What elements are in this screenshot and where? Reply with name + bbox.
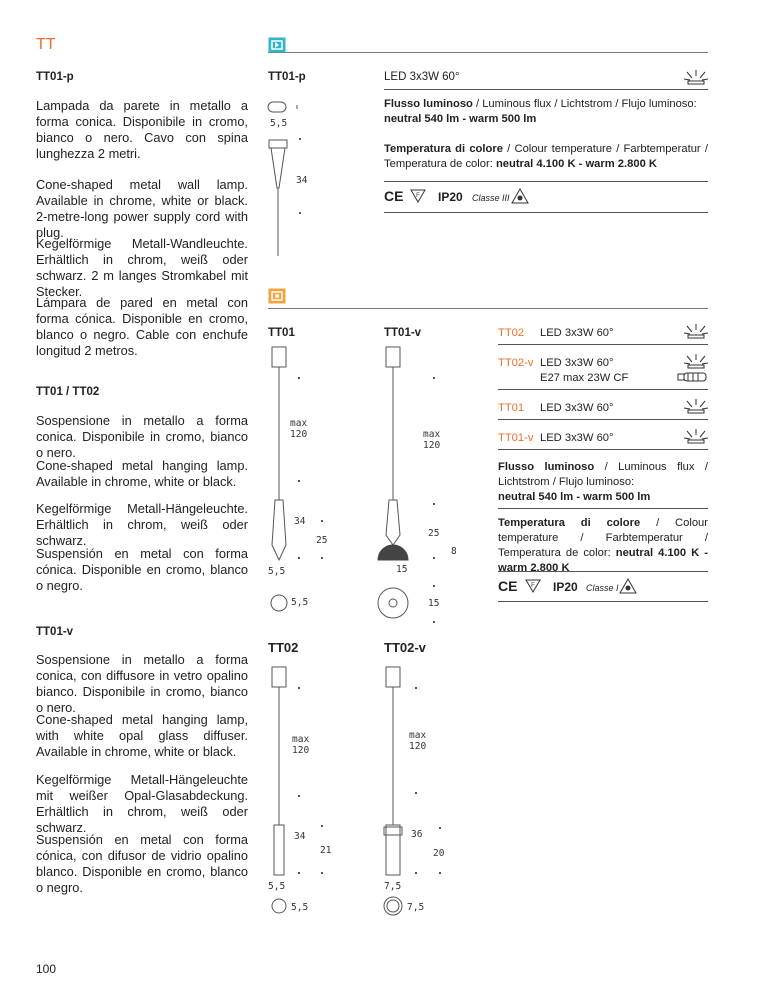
- wall-dim-height: 34: [296, 175, 308, 186]
- led-beam-icon: [684, 324, 708, 340]
- spec-row-tt02v-led: LED 3x3W 60°: [540, 357, 614, 369]
- tt01-col-label: TT01: [268, 327, 295, 339]
- tt02-dim-h: 34: [294, 831, 306, 842]
- spec-row-tt01v-led: LED 3x3W 60°: [540, 432, 614, 444]
- tt02v-dim-maxval: 120: [409, 741, 427, 752]
- spec-row-tt02-led: LED 3x3W 60°: [540, 327, 614, 339]
- hanging-ip-rating: IP20: [553, 580, 578, 594]
- spec-row-tt01v-model: TT01-v: [498, 432, 534, 444]
- tt02v-dim-h: 36: [411, 829, 423, 840]
- spec-rule-7: [498, 601, 708, 602]
- tt02-dim-w: 5,5: [268, 881, 286, 892]
- f-mark-icon: [526, 580, 540, 592]
- spec-row-tt01-led: LED 3x3W 60°: [540, 402, 614, 414]
- wall-flux-label: Flusso luminoso: [384, 98, 473, 110]
- hanging-temp-label: Temperatura di colore: [498, 517, 641, 529]
- wall-flux-value: neutral 540 lm - warm 500 lm: [384, 113, 537, 125]
- ce-mark-icon: CE: [498, 578, 518, 594]
- spec-row-tt02v-model: TT02-v: [498, 357, 534, 369]
- led-beam-icon: [684, 354, 708, 370]
- svg-text:F: F: [531, 583, 535, 589]
- tt02-col-label: TT02: [268, 640, 299, 655]
- tt02v-col-label: TT02-v: [384, 640, 426, 655]
- spec-row-tt02-model: TT02: [498, 327, 525, 339]
- hanging-flux-label: Flusso luminoso: [498, 461, 595, 473]
- tt01-drawing: [264, 345, 334, 635]
- tt01-desc-de: Kegelförmige Metall-Hängeleuchte. Erhältlich in chrom, weiß oder schwarz.: [36, 501, 248, 548]
- tt01-dim-h2: 25: [316, 535, 328, 546]
- tt02v-dim-w: 7,5: [384, 881, 402, 892]
- tt02-dim-max: max: [292, 734, 310, 745]
- spec-row-tt02v-extra: E27 max 23W CF: [540, 372, 629, 384]
- spec-rule-6: [498, 571, 708, 572]
- spec-rule-5: [498, 508, 708, 509]
- page-number: 100: [36, 962, 57, 976]
- tt01p-desc-it: Lampada da parete in metallo a forma conica. Disponibile in cromo, bianco o nero. Cavo con spina lunghezza 2 metri.: [36, 98, 248, 161]
- tt01v-dim-h2: 8: [451, 546, 457, 557]
- tt01p-desc-de: Kegelförmige Metall-Wandleuchte. Erhältlich in chrom, weiß oder schwarz. 2 m langes Stromkabel mit Stecker.: [36, 236, 248, 299]
- tt01p-heading: TT01-p: [36, 71, 74, 83]
- wall-rule-3: [384, 212, 708, 213]
- tt01-dim-base: 5,5: [291, 597, 309, 608]
- spec-row-tt01-model: TT01: [498, 402, 525, 414]
- led-beam-icon: [684, 70, 708, 86]
- tt02-dim-h2: 21: [320, 845, 332, 856]
- tt01p-desc-en: Cone-shaped metal wall lamp. Available in chrome, white or black. 2-metre-long power supply cord with plug.: [36, 177, 248, 240]
- wall-flux: [384, 97, 708, 127]
- hanging-type-icon: [268, 288, 286, 304]
- class-iii-icon: [512, 189, 528, 203]
- wall-dim-width: 5,5: [270, 118, 288, 129]
- tt01-dim-h: 34: [294, 516, 306, 527]
- tt02v-dim-max: max: [409, 730, 427, 741]
- hanging-temp-rest: / Colour temperature / Farbtemperatur / Temperatura de color:: [498, 517, 709, 559]
- hanging-class-label: Classe I: [586, 583, 619, 593]
- svg-text:F: F: [416, 193, 420, 199]
- tt02v-dim-h2: 20: [433, 848, 445, 859]
- ce-mark-icon: CE: [384, 188, 404, 204]
- wall-ip-rating: IP20: [438, 190, 463, 204]
- series-title: TT: [36, 36, 56, 53]
- hanging-temp-value: neutral 4.100 K - warm 2.800 K: [498, 547, 708, 574]
- tt01v-desc-es: Suspensión en metal con forma cónica, con difusor de vidrio opalino blanco. Disponible en cromo, blanco o negro.: [36, 832, 248, 895]
- spec-rule-3: [498, 419, 708, 420]
- wall-temp-value: neutral 4.100 K - warm 2.800 K: [495, 158, 657, 170]
- tt01v-desc-en: Cone-shaped metal hanging lamp, with white opal glass diffuser. Available in chrome, white or black.: [36, 712, 248, 759]
- tt01v-desc-de: Kegelförmige Metall-Hängeleuchte mit weißer Opal-Glasabdeckung. Erhältlich in chrom, weiß oder schwarz.: [36, 772, 248, 835]
- wall-model-label: TT01-p: [268, 71, 306, 83]
- f-mark-icon: [411, 190, 425, 202]
- wall-rule-2: [384, 181, 708, 182]
- hanging-flux-value: neutral 540 lm - warm 500 lm: [498, 491, 651, 503]
- tt02-dim-maxval: 120: [292, 745, 310, 756]
- led-beam-icon: [684, 429, 708, 445]
- tt01v-dim-base: 15: [428, 598, 440, 609]
- title-rule: [268, 52, 708, 53]
- led-beam-icon: [684, 399, 708, 415]
- wall-type-icon: [268, 37, 286, 53]
- tt01v-heading: TT01-v: [36, 626, 74, 638]
- wall-rule-1: [384, 89, 708, 90]
- tt01v-col-label: TT01-v: [384, 327, 422, 339]
- cfl-bulb-icon: [678, 372, 708, 382]
- hanging-temp: [498, 516, 708, 576]
- tt01v-dim-max: max: [423, 429, 441, 440]
- wall-temp: [384, 142, 708, 172]
- tt02v-dim-base: 7,5: [407, 902, 425, 913]
- tt01v-dim-h: 25: [428, 528, 440, 539]
- wall-led-spec: LED 3x3W 60°: [384, 71, 460, 83]
- spec-rule-2: [498, 389, 708, 390]
- hanging-flux-rest: / Luminous flux / Lichtstrom / Flujo luminoso:: [498, 461, 708, 488]
- tt01-heading: TT01 / TT02: [36, 386, 100, 398]
- tt01v-desc-it: Sospensione in metallo a forma conica, con diffusore in vetro opalino bianco. Disponibile in cromo, bianco o nero.: [36, 652, 248, 715]
- spec-rule-1: [498, 344, 708, 345]
- tt01p-desc-es: Lámpara de pared en metal con forma cónica. Disponible en cromo, blanco o negro. Cable con enchufe longitud 2 metros.: [36, 295, 248, 358]
- wall-temp-label: Temperatura di colore: [384, 143, 503, 155]
- tt02-dim-base: 5,5: [291, 902, 309, 913]
- wall-class-label: Classe III: [472, 193, 510, 203]
- tt01-desc-es: Suspensión en metal con forma cónica. Disponible en cromo, blanco o negro.: [36, 546, 248, 593]
- tt01-dim-max: max: [290, 418, 308, 429]
- wall-temp-rest: / Colour temperature / Farbtemperatur / Temperatura de color:: [384, 143, 708, 170]
- tt01-desc-it: Sospensione in metallo a forma conica. Disponibile in cromo, bianco o nero.: [36, 413, 248, 460]
- hanging-title-rule: [268, 308, 708, 309]
- tt01v-dim-maxval: 120: [423, 440, 441, 451]
- spec-rule-4: [498, 449, 708, 450]
- class-i-icon: [620, 579, 636, 593]
- tt01v-dim-w: 15: [396, 564, 408, 575]
- tt01-dim-w: 5,5: [268, 566, 286, 577]
- hanging-flux: [498, 460, 708, 505]
- tt01-dim-maxval: 120: [290, 429, 308, 440]
- wall-flux-rest: / Luminous flux / Lichtstrom / Flujo luminoso:: [472, 98, 697, 110]
- tt01-desc-en: Cone-shaped metal hanging lamp. Available in chrome, white or black.: [36, 458, 248, 489]
- tt01v-drawing: [376, 345, 456, 635]
